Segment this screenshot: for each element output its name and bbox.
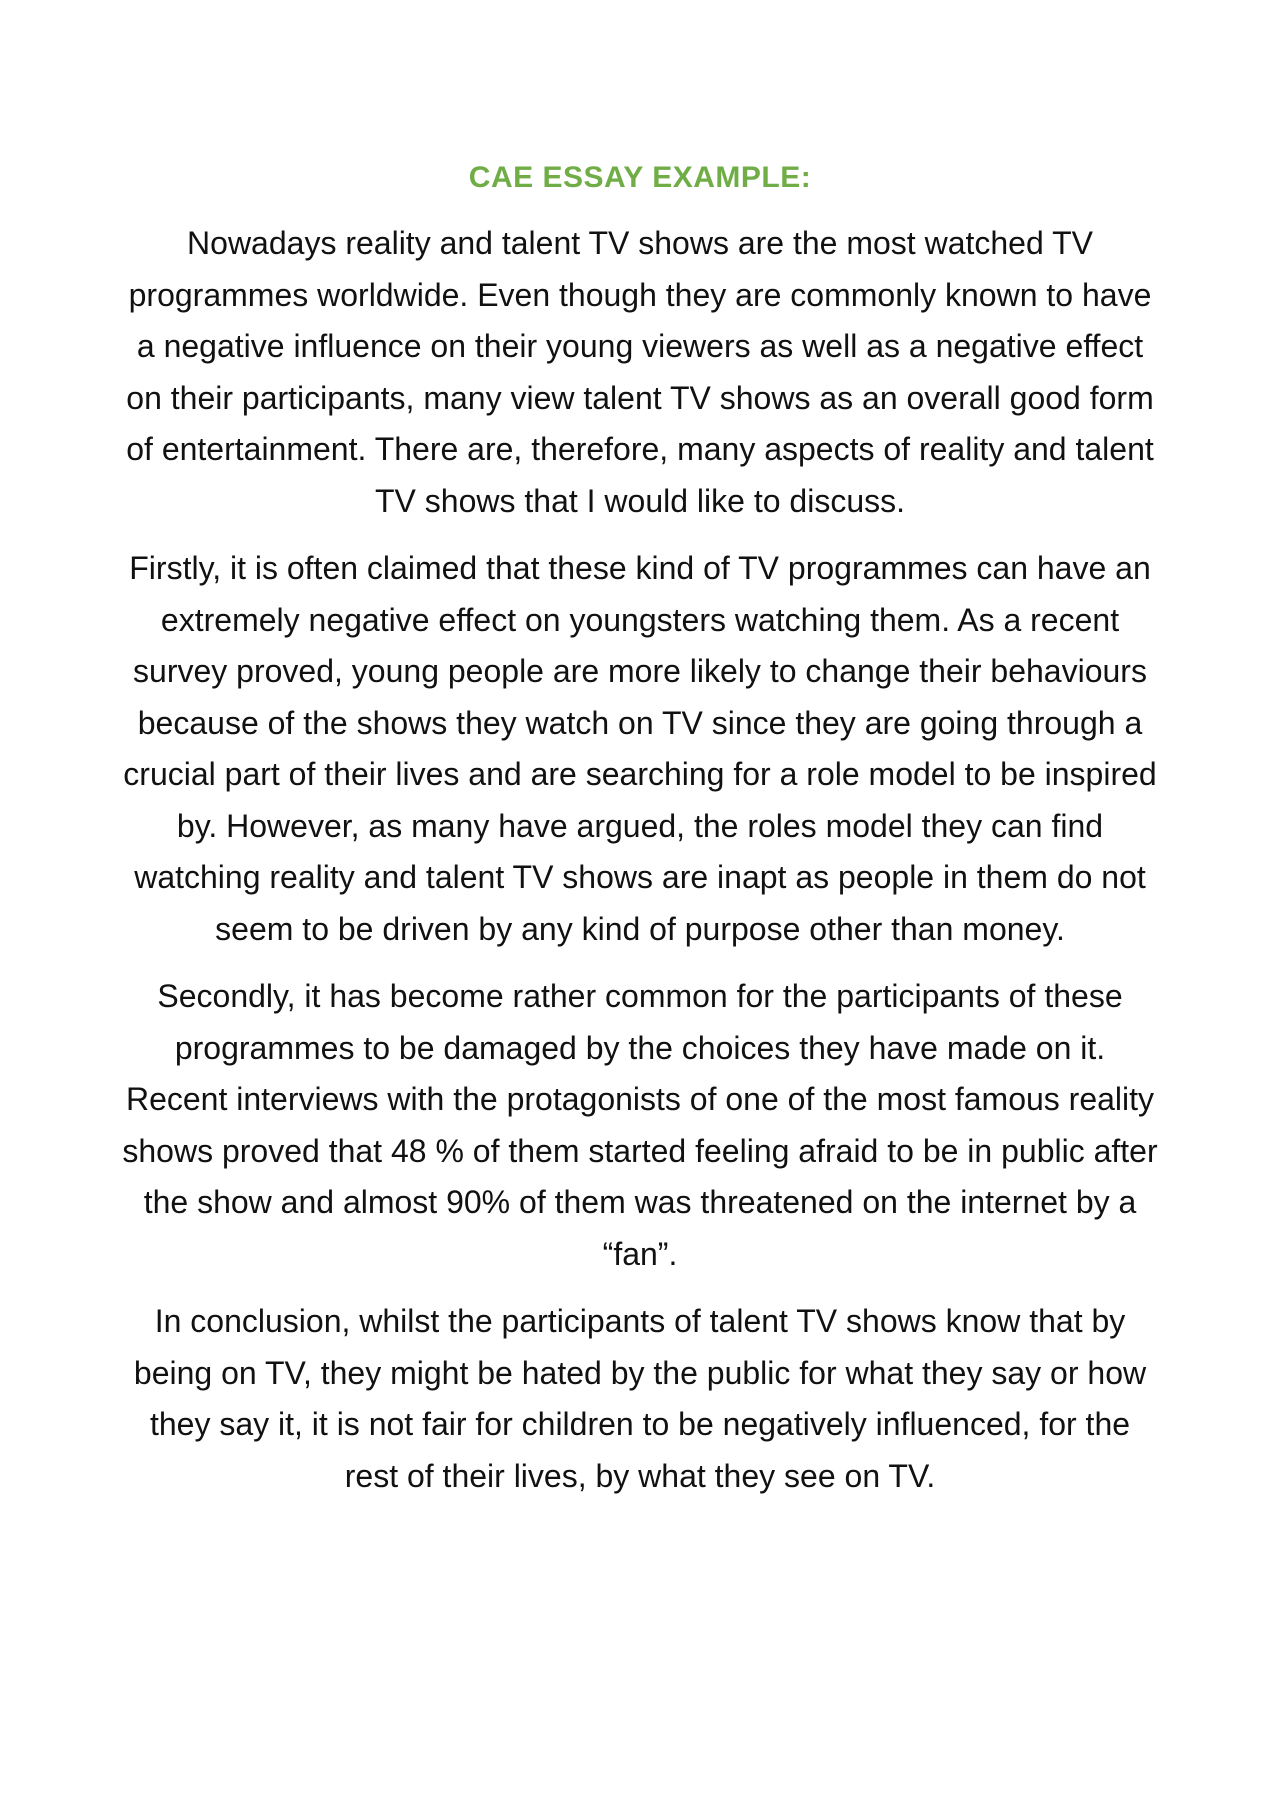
essay-title: CAE ESSAY EXAMPLE: — [468, 161, 812, 194]
essay-body — [122, 152, 1158, 1518]
paragraph-second-point: Secondly, it has become rather common for the participants of these programmes to be damaged by the choices they have made on it. Recent interviews with the protagonists of one of the most famous reality shows proved that 48 % of them started feeling afraid to be in public after the show and almost 90% of them was threatened on the internet by a “fan”. — [122, 978, 1158, 1272]
paragraph-introduction: Nowadays reality and talent TV shows are the most watched TV programmes worldwide. Even though they are commonly known to have a negative influence on their young viewers as well as a negative effect on their participants, many view talent TV shows as an overall good form of entertainment. There are, therefore, many aspects of reality and talent TV shows that I would like to discuss. — [126, 225, 1154, 519]
paragraph-first-point: Firstly, it is often claimed that these kind of TV programmes can have an extremely negative effect on youngsters watching them. As a recent survey proved, young people are more likely to change their behaviours because of the shows they watch on TV since they are going through a crucial part of their lives and are searching for a role model to be inspired by. However, as many have argued, the roles model they can find watching reality and talent TV shows are inapt as people in them do not seem to be driven by any kind of purpose other than money. — [123, 550, 1157, 947]
paragraph-conclusion: In conclusion, whilst the participants of talent TV shows know that by being on TV, they might be hated by the public for what they say or how they say it, it is not fair for children to be negatively influenced, for the rest of their lives, by what they see on TV. — [133, 1303, 1147, 1494]
